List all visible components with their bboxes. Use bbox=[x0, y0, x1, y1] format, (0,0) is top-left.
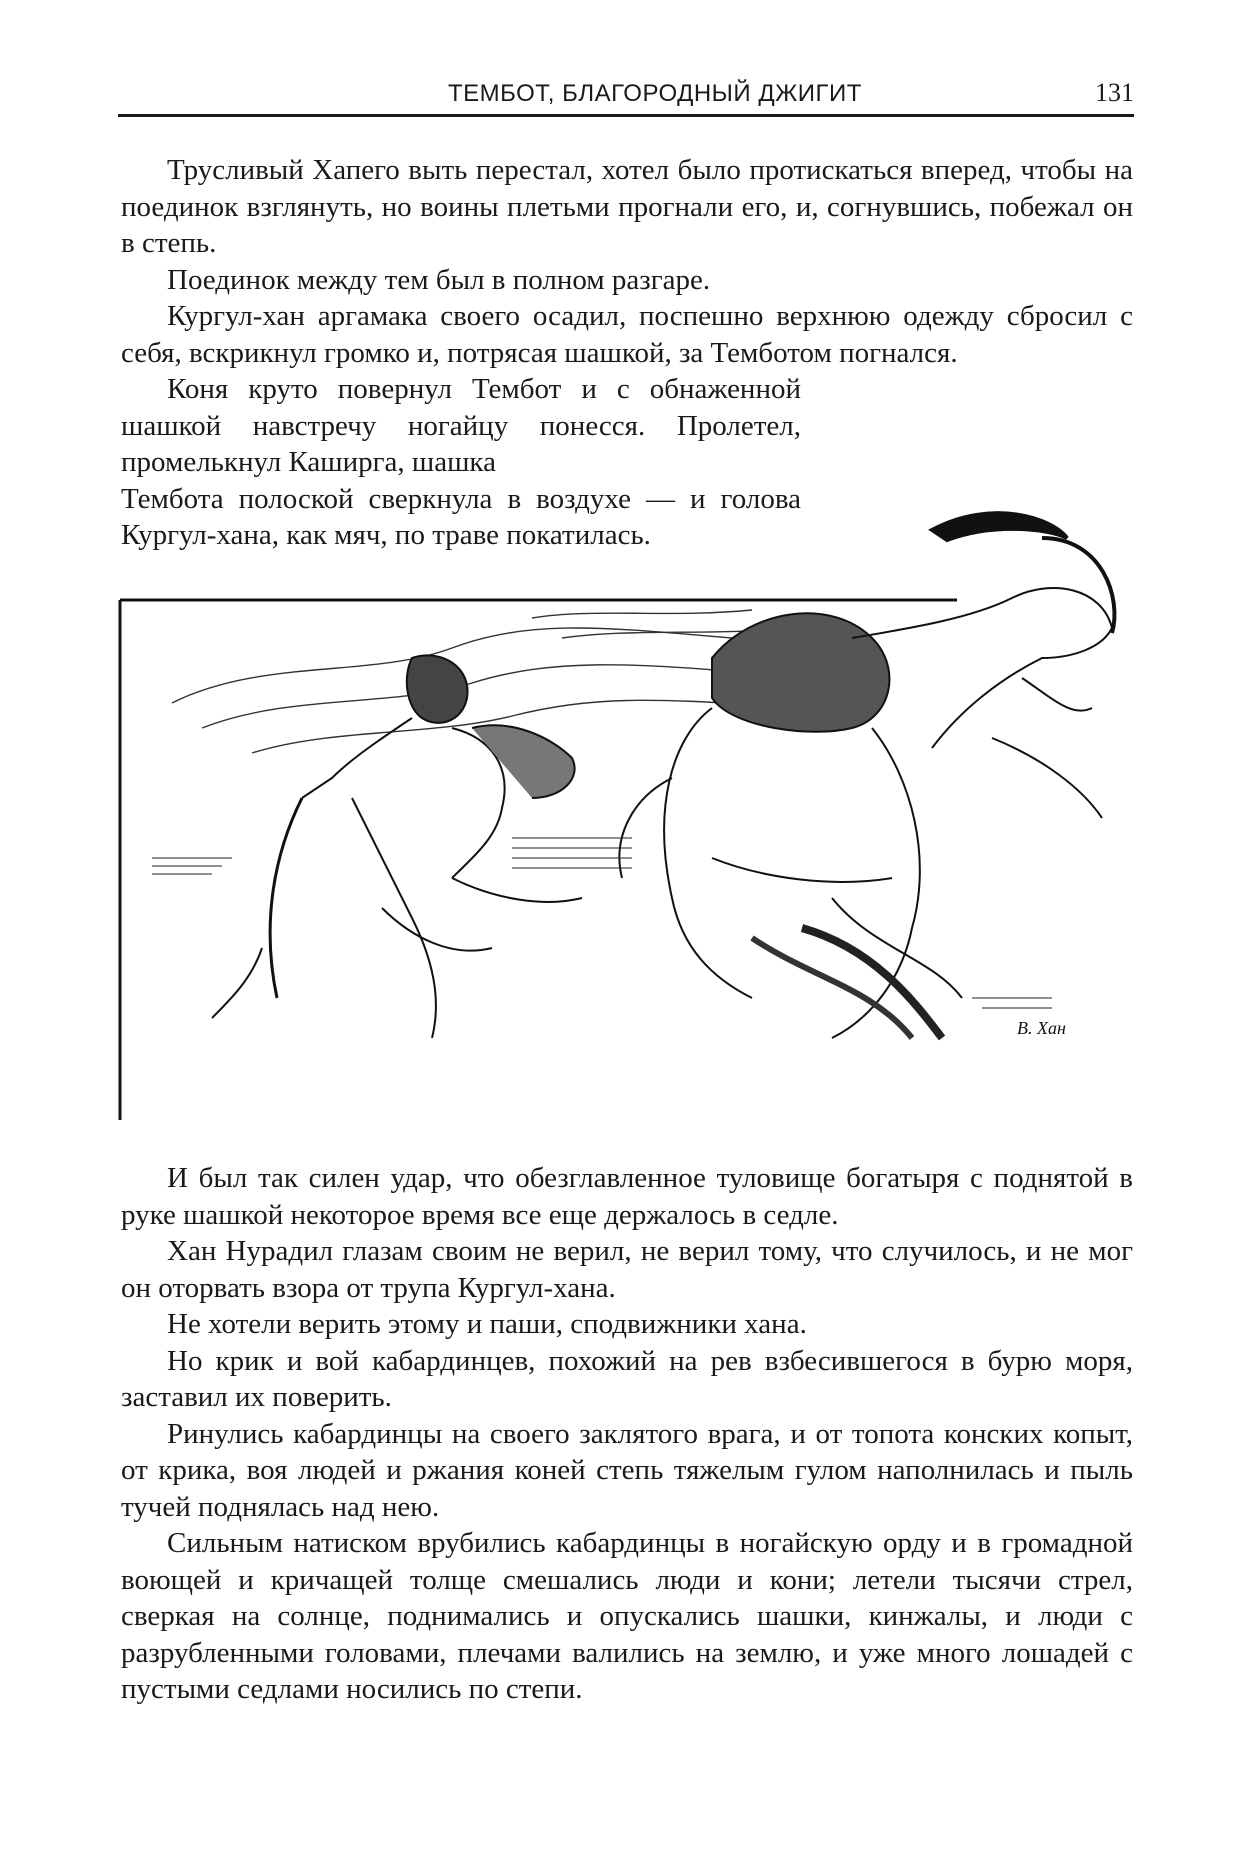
paragraph: Ринулись кабардинцы на своего заклятого врага, и от топота конских копыт, от крика, воя людей и ржания коней степь тяжелым гулом наполнилась и пыль тучей поднялась над нею. bbox=[121, 1417, 1133, 1523]
paragraph-wrap: Тембота полоской сверкнула в воздухе — и голова Кургул-хана, как мяч, по траве покатилась. bbox=[121, 482, 801, 551]
artist-signature: В. Хан bbox=[1017, 1018, 1066, 1038]
text-block-bottom bbox=[121, 1160, 1133, 1708]
paragraph: Не хотели верить этому и паши, сподвижники хана. bbox=[167, 1308, 807, 1340]
duel-illustration bbox=[112, 478, 1152, 1123]
paragraph: И был так силен удар, что обезглавленное туловище богатыря с поднятой в руке шашкой некоторое время все еще держалось в седле. bbox=[121, 1162, 1133, 1231]
ground-hatching bbox=[152, 838, 1052, 1008]
paragraph: Поединок между тем был в полном разгаре. bbox=[167, 263, 711, 296]
running-title: ТЕМБОТ, БЛАГОРОДНЫЙ ДЖИГИТ bbox=[448, 80, 862, 107]
raised-sabre bbox=[932, 513, 1114, 633]
paragraph: Хан Нурадил глазам своим не верил, не верил тому, что случилось, и не мог он оторвать взора от трупа Кургул-хана. bbox=[121, 1235, 1133, 1304]
paragraph: Коня круто повернул Тембот и с обнаженной шашкой навстречу ногайцу понесся. Пролетел, промелькнул Каширга, шашка bbox=[121, 373, 801, 478]
paragraph: Сильным натиском врубились кабардинцы в ногайскую орду и в громадной воющей и кричащей толще смешались люди и кони; летели тысячи стрел, сверкая на солнце, поднимались и опускались шашки, кинжалы, и люди с разрубленными головами, плечами валились на землю, и уже много лошадей с пустыми седлами носились по степи. bbox=[121, 1527, 1133, 1705]
paragraph: Кургул-хан аргамака своего осадил, поспешно верхнюю одежду сбросил с себя, вскрикнул громко и, потрясая шашкой, за Темботом погнался. bbox=[121, 300, 1133, 369]
paragraph: Трусливый Хапего выть перестал, хотел было протискаться вперед, чтобы на поединок взглянуть, но воины плетьми прогнали его, и, согнувшись, побежал он в степь. bbox=[121, 154, 1133, 259]
running-head bbox=[118, 78, 1134, 117]
page-number: 131 bbox=[1095, 78, 1134, 107]
paragraph: Но крик и вой кабардинцев, похожий на рев взбесившегося в бурю моря, заставил их поверить. bbox=[121, 1344, 1133, 1413]
kurgul-khan-figure bbox=[619, 588, 1112, 1038]
